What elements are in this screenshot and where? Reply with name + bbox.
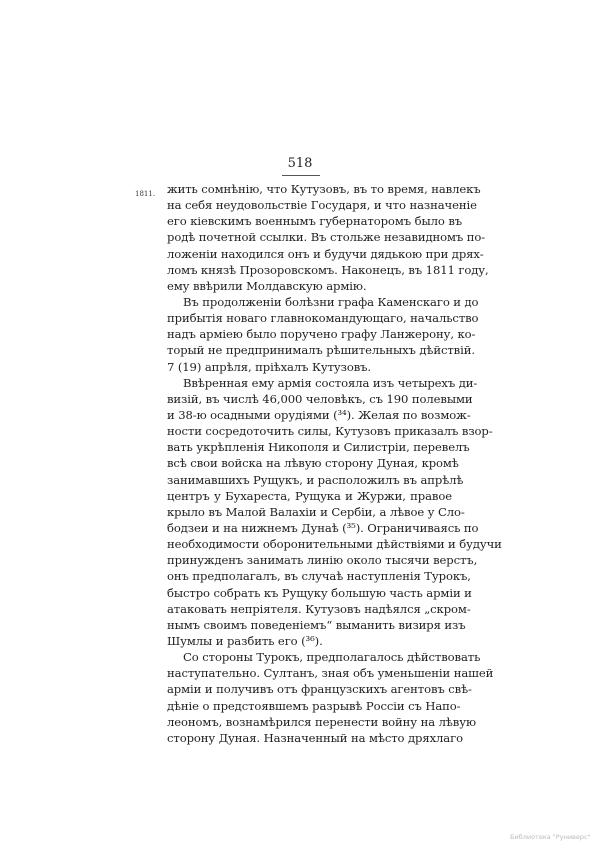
text-line: ности сосредоточить силы, Кутузовъ приказалъ взор-	[167, 424, 493, 439]
text-line: надъ арміею было поручено графу Ланжерону, ко-	[167, 327, 476, 342]
text-line: сторону Дуная. Назначенный на мѣсто дряхлаго	[167, 730, 463, 745]
text-line: и 38-ю осадными орудіями (³⁴). Желая по возмож-	[167, 407, 471, 422]
text-line: необходимости оборонительными дѣйствіями и будучи	[167, 537, 502, 552]
text-line: Шумлы и разбить его (³⁶).	[167, 633, 323, 648]
text-line: визій, въ числѣ 46,000 человѣкъ, съ 190 полевыми	[167, 391, 473, 406]
text-line: бодзеи и на нижнемъ Дунаѣ (³⁵). Ограничиваясь по	[167, 520, 479, 535]
text-line: занимавшихъ Рущукъ, и расположилъ въ апрѣлѣ	[167, 472, 464, 487]
text-line: его кіевскимъ военнымъ губернаторомъ было въ	[167, 214, 463, 229]
text-line: Со стороны Турокъ, предполагалось дѣйствовать	[183, 650, 481, 665]
text-line: нымъ своимъ поведеніемъ“ выманить визиря изъ	[167, 617, 466, 632]
page-number: 518	[287, 156, 313, 171]
text-line: всѣ свои войска на лѣвую сторону Дуная, кромѣ	[167, 456, 459, 471]
text-line: дѣніе о предстоявшемъ разрывѣ Россіи съ Напо-	[167, 698, 461, 713]
text-line: атаковать непріятеля. Кутузовъ надѣялся „скром-	[167, 601, 471, 616]
text-line: торый не предпринималъ рѣшительныхъ дѣйствій.	[167, 343, 475, 358]
body-text	[167, 181, 502, 746]
text-line: быстро собрать къ Рущуку большую часть арміи и	[167, 585, 472, 600]
text-line: центръ у Бухареста, Рущука и Журжи, правое	[167, 488, 452, 503]
text-line: родѣ почетной ссылки. Въ стольже незавидномъ по-	[167, 230, 486, 245]
margin-year-note: 1811.	[135, 190, 156, 198]
page-number-rule	[282, 175, 320, 176]
text-line: ему ввѣрили Молдавскую армію.	[167, 278, 367, 293]
library-watermark: Библиотека "Руниверс"	[510, 833, 591, 841]
text-line: вать укрѣпленія Никополя и Силистріи, перевелъ	[167, 440, 470, 455]
text-line: Ввѣренная ему армія состояла изъ четырехъ ди-	[183, 375, 478, 390]
text-line: арміи и получивъ отъ французскихъ агентовъ свѣ-	[167, 682, 472, 697]
text-line: наступательно. Султанъ, зная объ уменьшеніи нашей	[167, 666, 494, 681]
text-line: Въ продолженіи болѣзни графа Каменскаго и до	[183, 294, 479, 309]
text-line: леономъ, вознамѣрился перенести войну на лѣвую	[167, 714, 476, 729]
text-line: на себя неудовольствіе Государя, и что назначеніе	[167, 198, 477, 213]
text-line: жить сомнѣнію, что Кутузовъ, въ то время, навлекъ	[167, 182, 481, 196]
text-line: ломъ князѣ Прозоровскомъ. Наконецъ, въ 1811 году,	[167, 262, 489, 277]
text-line: прибытія новаго главнокомандующаго, начальство	[167, 311, 479, 326]
text-line: онъ предполагалъ, въ случаѣ наступленія Турокъ,	[167, 569, 471, 584]
text-line: принужденъ занимать линію около тысячи верстъ,	[167, 553, 478, 568]
text-line: ложеніи находился онъ и будучи дядькою при дрях-	[167, 246, 484, 261]
text-line: крыло въ Малой Валахіи и Сербіи, а лѣвое у Сло-	[167, 504, 465, 519]
text-line: 7 (19) апрѣля, пріѣхалъ Кутузовъ.	[167, 359, 371, 374]
